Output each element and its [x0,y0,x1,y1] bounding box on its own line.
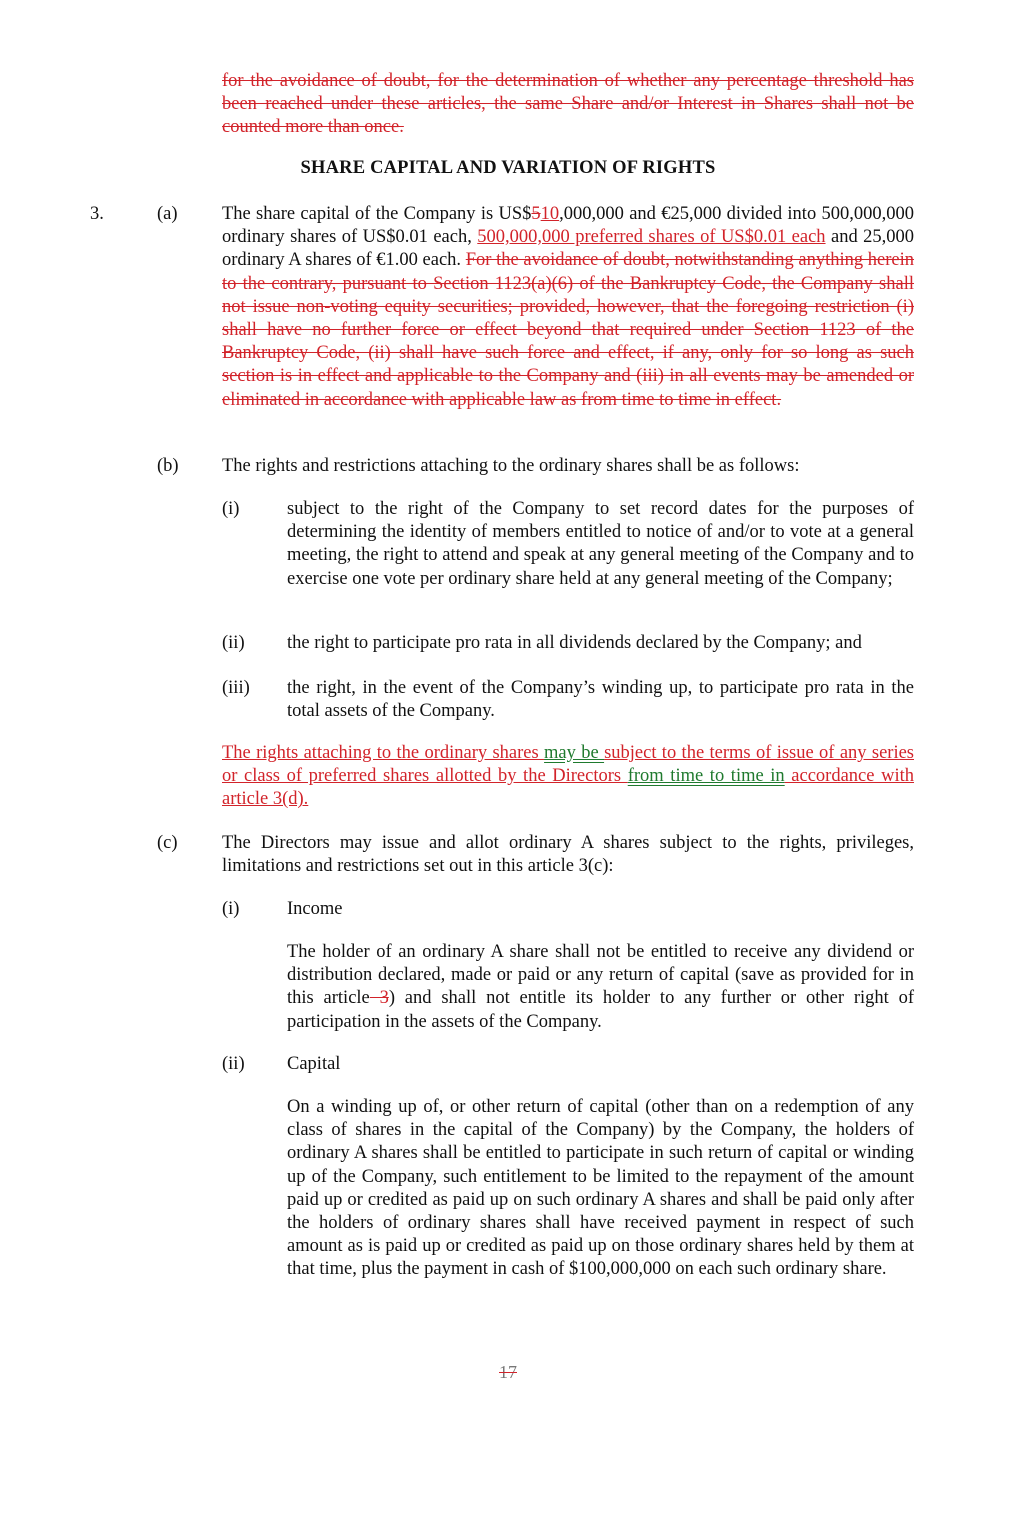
inserted-preferred-shares: 500,000,000 preferred shares of US$0.01 each [477,227,826,248]
clause-a-label: (a) [157,204,178,224]
clause-b-ii-text: the right to participate pro rata in all dividends declared by the Company; and [287,633,862,653]
clause-b-i-label: (i) [222,499,240,519]
deleted-text: for the avoidance of doubt, for the determination of whether any percentage threshold has been reached under these articles, the same Share and/or Interest in Shares shall not be counted more than once. [222,71,914,138]
clause-b-inserted-paragraph [222,742,914,812]
deleted-digit: 5 [531,204,541,224]
deleted-article-ref: 3 [369,988,389,1009]
section-heading: SHARE CAPITAL AND VARIATION OF RIGHTS [300,158,716,178]
clause-a-deleted: For the avoidance of doubt, notwithstanding anything herein to the contrary, pursuant to Section 1123(a)(6) of the Bankruptcy Code, the Company shall not issue non-voting equity securities; provided, however, that the foregoing restriction (i) shall have no further force or effect beyond that required under Section 1123 of the Bankruptcy Code, (ii) shall have such force and effect, if any, only for so long as such section is in effect and applicable to the Company and (iii) in all events may be amended or eliminated in accordance with applicable law as from time to time in effect. [222,250,914,410]
clause-c-ii-text: On a winding up of, or other return of capital (other than on a redemption of any class of shares in the capital of the Company) by the Company, the holders of ordinary A shares shall be entitled to participate in such return of capital or winding up of the Company, such entitlement to be limited to the repayment of the amount paid up or credited as paid up on such ordinary A shares and shall be paid only after the holders of ordinary shares shall have received payment in respect of such amount as is paid up or credited as paid up on those ordinary shares held by them at that time, plus the payment in cash of $100,000,000 on each such ordinary share. [287,1097,914,1280]
inserted-text-1: The rights attaching to the ordinary shares [222,743,545,763]
page-number: 17 [499,1362,517,1382]
clause-a-part1: The share capital of the Company is US$ [222,204,532,224]
clause-c-i-part2: ) and shall not entitle its holder to any further or other right of participation in the assets of the Company. [287,988,914,1032]
clause-b-ii-label: (ii) [222,633,245,653]
inserted-digits: 10 [540,204,560,224]
clause-b-iii-label: (iii) [222,678,250,698]
clause-b-iii-text: the right, in the event of the Company’s winding up, to participate pro rata in the total assets of the Company. [287,678,914,722]
clause-b-i-text: subject to the right of the Company to set record dates for the purposes of determining the identity of members entitled to notice of and/or to vote at a general meeting, the right to attend and speak at any general meeting of the Company and to exercise one vote per ordinary share held at any general meeting of the Company; [287,499,914,589]
article-number: 3. [90,204,104,224]
clause-b-label: (b) [157,456,179,476]
clause-c-ii-label: (ii) [222,1054,245,1074]
clause-c-intro: The Directors may issue and allot ordinary A shares subject to the rights, privileges, limitations and restrictions set out in this article 3(c): [222,833,914,877]
clause-a-part2: ,000,000 and €25,000 divided into 500,000,000 ordinary shares of US$0.01 each, [222,204,914,248]
moved-insertion-2: from time to time in [627,766,785,787]
clause-a-part3: and 25,000 ordinary A shares of €1.00 each. [222,227,915,271]
clause-c-i-title: Income [287,899,343,919]
clause-c-ii-title: Capital [287,1054,341,1074]
clause-c-i-text [287,941,914,1034]
clause-b-intro: The rights and restrictions attaching to the ordinary shares shall be as follows: [222,456,800,476]
inserted-text-2: subject to the terms of issue of any series or class of preferred shares allotted by the Directors [222,743,914,787]
moved-insertion-1: may be [544,743,605,763]
intro-deleted-paragraph [222,70,914,140]
clause-c-i-part1: The holder of an ordinary A share shall not be entitled to receive any dividend or distribution declared, made or paid or any return of capital (save as provided for in this article [287,942,914,1009]
clause-c-i-label: (i) [222,899,240,919]
clause-a-text [222,203,914,412]
clause-c-label: (c) [157,833,178,853]
inserted-text-3: accordance with article 3(d). [222,766,914,810]
